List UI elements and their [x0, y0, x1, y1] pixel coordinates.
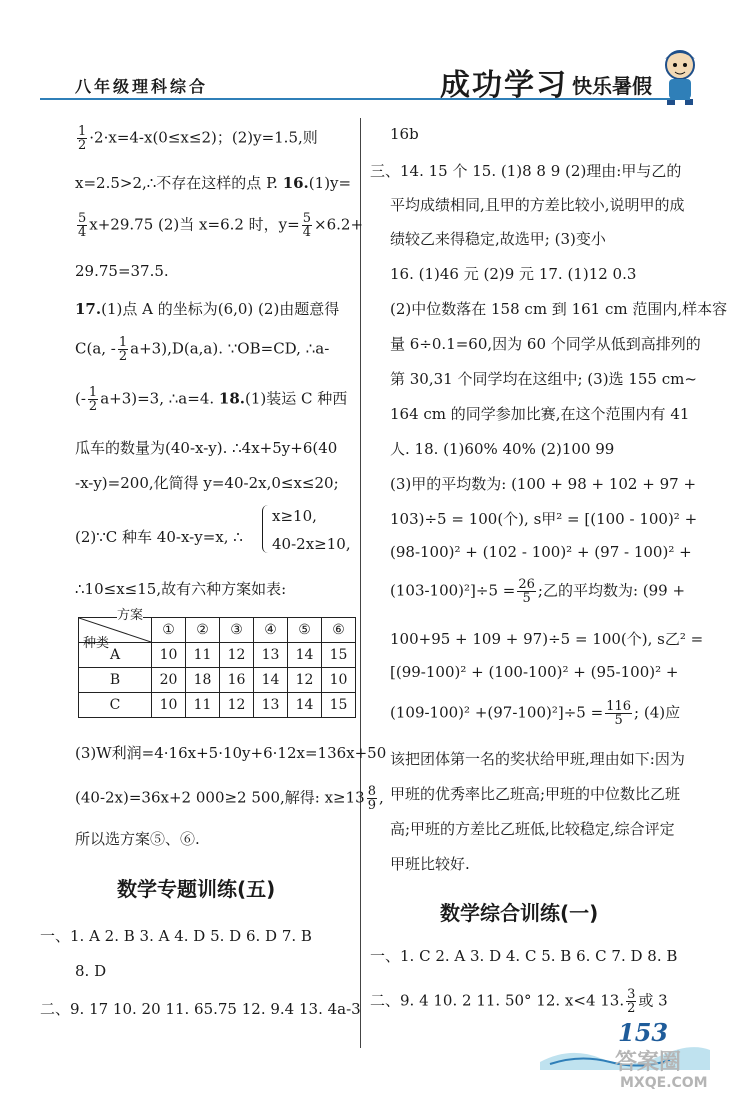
fraction: $\frac{3}{2}$ — [627, 987, 636, 1016]
answer-line: 16b — [390, 125, 419, 143]
brand-subtitle: 快乐暑假 — [572, 74, 652, 98]
table-cell: 13 — [254, 643, 288, 668]
fraction: $\frac{1}{2}$ — [118, 335, 128, 364]
inequality-2: 40-2x≥10, — [272, 535, 351, 553]
table-header-cell: ① — [152, 618, 186, 643]
answer-line: -x-y)=200,化简得 y=40-2x,0≤x≤20; — [75, 474, 339, 492]
answer-line: 第 30,31 个同学均在这组中; (3)选 155 cm~ — [390, 370, 697, 388]
table-header-cell: ④ — [254, 618, 288, 643]
answer-line: 瓜车的数量为(40-x-y). ∴4x+5y+6(40 — [75, 439, 338, 457]
table-cell: 14 — [288, 693, 322, 718]
table-cell: 20 — [152, 668, 186, 693]
table-header-cell: ③ — [220, 618, 254, 643]
answer-line: 100+95 + 109 + 97)÷5 = 100(个), s乙² = — [390, 630, 704, 648]
answer-line: 三、14. 15 个 15. (1)8 8 9 (2)理由:甲与乙的 — [370, 162, 682, 180]
answer-line: (103-100)²]÷5 = $\frac{26}{5}$ ;乙的平均数为: (99 + — [390, 577, 686, 606]
table-header-cell: ⑥ — [322, 618, 356, 643]
fraction: $\frac{8}{9}$ — [367, 784, 376, 813]
fraction: $\frac{5}{4}$ — [78, 211, 87, 240]
answer-line: (40-2x)=36x+2 000≥2 500,解得: x≥13 $\frac{8}{9}$ , — [75, 784, 384, 813]
answer-line: [(99-100)² + (100-100)² + (95-100)² + — [390, 663, 679, 681]
answer-line: 绩较乙来得稳定,故选甲; (3)变小 — [390, 230, 606, 248]
book-title: 八年级理科综合 — [75, 77, 209, 96]
page-number: 153 — [618, 1018, 669, 1047]
table-cell: 15 — [322, 693, 356, 718]
answer-line: x=2.5>2,∴不存在这样的点 P. 16.(1)y= — [75, 174, 352, 192]
table-row — [79, 643, 356, 668]
answer-line: 甲班的优秀率比乙班高;甲班的中位数比乙班 — [390, 785, 681, 803]
answer-line: 甲班比较好. — [390, 855, 470, 873]
fraction: $\frac{1}{2}$ — [78, 124, 87, 153]
row-label: A — [79, 643, 152, 668]
table-cell: 13 — [254, 693, 288, 718]
answer-line: ∴10≤x≤15,故有六种方案如表: — [75, 580, 287, 598]
answer-line: 103)÷5 = 100(个), s甲² = [(100 - 100)² + — [390, 510, 698, 528]
section-title: 数学专题训练(五) — [117, 877, 276, 901]
table-row — [79, 668, 356, 693]
table-cell: 16 — [220, 668, 254, 693]
answer-line: (2)中位数落在 158 cm 到 161 cm 范围内,样本容 — [390, 300, 728, 318]
table-cell: 11 — [186, 693, 220, 718]
table-header-cell: ⑤ — [288, 618, 322, 643]
table-header-cell: ② — [186, 618, 220, 643]
answer-line: (3)W利润=4·16x+5·10y+6·12x=136x+50 — [75, 744, 387, 762]
table-corner — [79, 608, 152, 651]
table-cell: 14 — [288, 643, 322, 668]
column-divider — [360, 118, 361, 1048]
answer-line: $\frac{1}{2}$ ·2·x=4-x(0≤x≤2)；(2)y=1.5,则 — [78, 124, 318, 153]
answer-line: (3)甲的平均数为: (100 + 98 + 102 + 97 + — [390, 475, 697, 493]
watermark-logo: 答案圈 — [615, 1050, 682, 1075]
table-cell: 14 — [254, 668, 288, 693]
answer-line: 一、1. C 2. A 3. D 4. C 5. B 6. C 7. D 8. B — [370, 947, 678, 965]
table-cell: 15 — [322, 643, 356, 668]
row-label: C — [79, 693, 152, 718]
section-title: 数学综合训练(一) — [440, 901, 599, 925]
answer-line: 所以选方案⑤、⑥. — [75, 830, 200, 848]
answer-line: 二、9. 17 10. 20 11. 65.75 12. 9.4 13. 4a-3 — [40, 1000, 361, 1018]
answer-line: 二、9. 4 10. 2 11. 50° 12. x<4 13. $\frac{3}{2}$ 或 3 — [370, 987, 668, 1016]
answer-line: 164 cm 的同学参加比赛,在这个范围内有 41 — [390, 405, 690, 423]
table-cell: 12 — [220, 643, 254, 668]
answer-line: (109-100)² +(97-100)²]÷5 = $\frac{116}{5}$ ; (4)应 — [390, 699, 681, 728]
answer-line: 平均成绩相同,且甲的方差比较小,说明甲的成 — [390, 196, 685, 214]
table-cell: 12 — [288, 668, 322, 693]
answer-line: 29.75=37.5. — [75, 262, 169, 280]
answer-line: C(a, - $\frac{1}{2}$ a+3),D(a,a). ∵OB=CD, ∴a- — [75, 335, 330, 364]
brand-title: 成功学习 — [440, 68, 568, 103]
fraction: $\frac{5}{4}$ — [302, 211, 312, 240]
table-cell: 12 — [220, 693, 254, 718]
row-label: B — [79, 668, 152, 693]
table-row — [79, 693, 356, 718]
table-cell: 11 — [186, 643, 220, 668]
plan-table — [78, 608, 356, 718]
answer-line: 16. (1)46 元 (2)9 元 17. (1)12 0.3 — [390, 265, 637, 283]
table-cell: 10 — [322, 668, 356, 693]
system-brace — [262, 505, 271, 553]
answer-line: (- $\frac{1}{2}$ a+3)=3, ∴a=4. 18.(1)装运 C 种西 — [75, 385, 348, 414]
inequality-1: x≥10, — [272, 507, 317, 525]
answer-line: 量 6÷0.1=60,因为 60 个同学从低到高排列的 — [390, 335, 701, 353]
table-header-row — [79, 618, 356, 643]
answer-line: 该把团体第一名的奖状给甲班,理由如下:因为 — [390, 750, 685, 768]
answer-line: $\frac{5}{4}$ x+29.75 (2)当 x=6.2 时，y= $\frac{5}{4}$ ×6.2+ — [78, 211, 364, 240]
fraction: $\frac{1}{2}$ — [88, 385, 98, 414]
watermark-url: MXQE.COM — [620, 1075, 708, 1091]
table-cell: 10 — [152, 693, 186, 718]
answer-line: (2)∵C 种车 40-x-y=x, ∴ — [75, 528, 243, 546]
answer-line: (98-100)² + (102 - 100)² + (97 - 100)² + — [390, 543, 692, 561]
answer-line: 高;甲班的方差比乙班低,比较稳定,综合评定 — [390, 820, 675, 838]
answer-line: 17.(1)点 A 的坐标为(6,0) (2)由题意得 — [75, 300, 340, 318]
table-cell: 10 — [152, 643, 186, 668]
header-rule — [40, 98, 690, 100]
corner-bottom-label: 种类 — [83, 636, 110, 651]
answer-line: 一、1. A 2. B 3. A 4. D 5. D 6. D 7. B — [40, 927, 312, 945]
table-cell: 18 — [186, 668, 220, 693]
fraction: $\frac{116}{5}$ — [606, 699, 632, 728]
fraction: $\frac{26}{5}$ — [518, 577, 535, 606]
corner-top-label: 方案 — [117, 604, 143, 623]
answer-line: 人. 18. (1)60% 40% (2)100 99 — [390, 440, 615, 458]
answer-line: 8. D — [75, 962, 107, 980]
